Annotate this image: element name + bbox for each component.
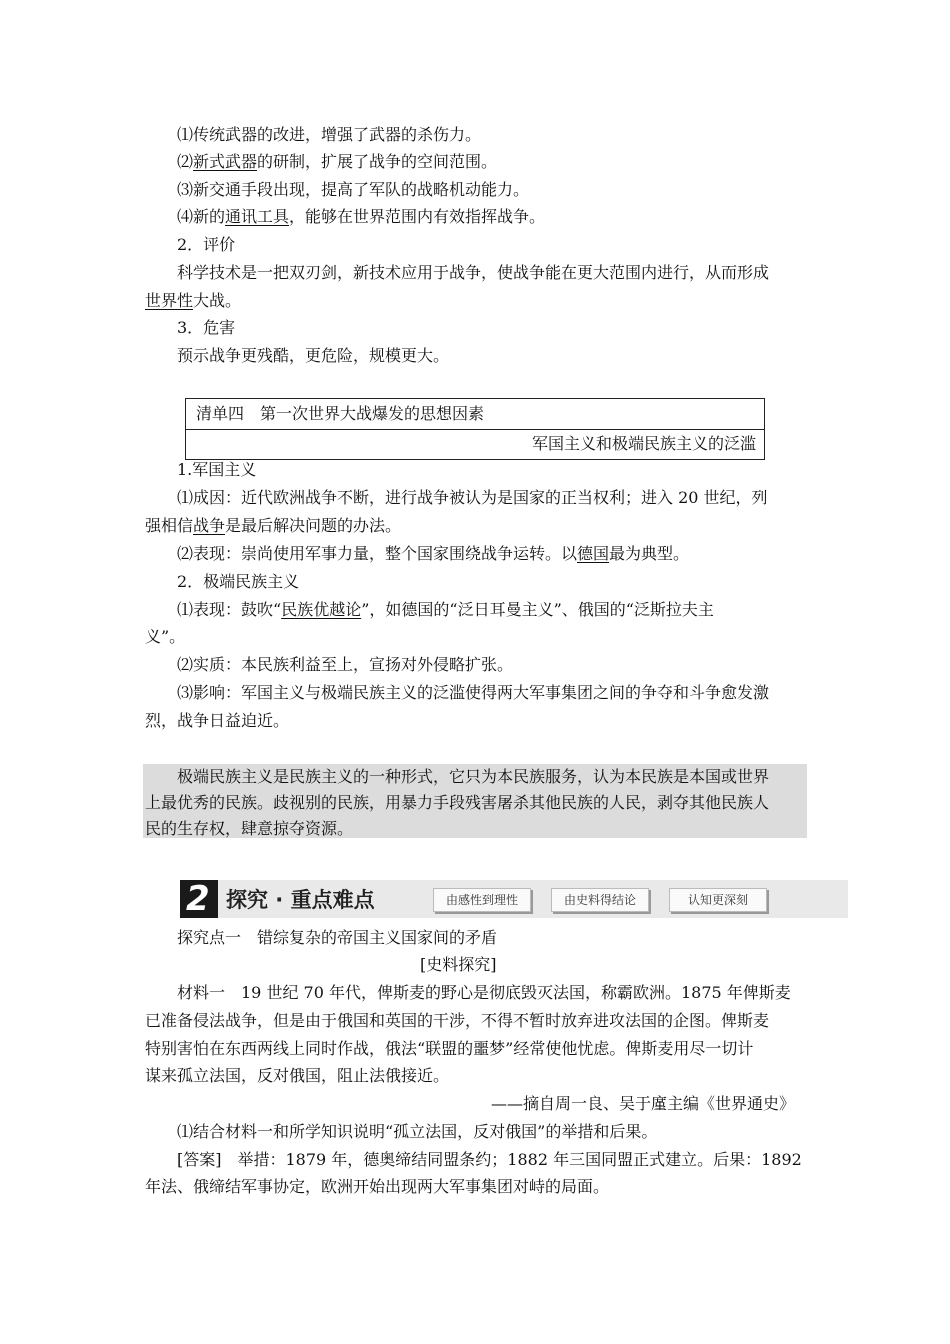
- section-banner: [180, 880, 848, 918]
- banner-title: 探究 · 重点难点: [226, 888, 375, 912]
- list-box-header-row: [186, 399, 764, 430]
- banner-tag: 认知更深刻: [669, 888, 767, 912]
- subheading: 1.军国主义: [177, 460, 257, 479]
- text-segment: ，能够在世界范围内有效指挥战争。: [289, 207, 546, 226]
- text-segment: 最为典型。: [609, 544, 690, 563]
- text-line: [177, 544, 689, 564]
- underlined-term: 德国: [577, 544, 610, 563]
- text-line: 义”。: [145, 627, 186, 646]
- text-line: [177, 207, 545, 227]
- text-segment: 大战。: [193, 291, 242, 310]
- text-segment: 是最后解决问题的办法。: [225, 516, 402, 535]
- question: ⑴结合材料一和所学知识说明“孤立法国，反对俄国”的举措和后果。: [177, 1122, 658, 1141]
- note-line: 极端民族主义是民族主义的一种形式，它只为本民族服务，认为本民族是本国或世界: [177, 767, 770, 786]
- list-box-title: 清单四 第一次世界大战爆发的思想因素: [196, 404, 485, 423]
- underlined-term: 通讯工具: [225, 207, 290, 226]
- source-citation: ——摘自周一良、吴于廑主编《世界通史》: [491, 1094, 796, 1113]
- text-segment: ⑵: [177, 152, 194, 171]
- text-segment: 强相信: [145, 516, 194, 535]
- section-number: 2: [186, 879, 210, 919]
- answer-line: 年法、俄缔结军事协定，欧洲开始出现两大军事集团对峙的局面。: [145, 1177, 610, 1196]
- text-line: [177, 152, 497, 172]
- list-box-subtitle: 军国主义和极端民族主义的泛滥: [531, 434, 756, 453]
- text-line: ⑶影响：军国主义与极端民族主义的泛滥使得两大军事集团之间的争夺和斗争愈发激: [177, 683, 770, 702]
- text-line: ⑴成因：近代欧洲战争不断，进行战争被认为是国家的正当权利；进入 20 世纪，列: [177, 488, 768, 507]
- material-line: 已准备侵法战争，但是由于俄国和英国的干涉，不得不暂时放弃进攻法国的企图。俾斯麦: [145, 1011, 770, 1030]
- underlined-term: 新式武器: [193, 152, 258, 171]
- text-line: [145, 291, 241, 311]
- underlined-term: 世界性: [145, 291, 194, 310]
- material-line: 特别害怕在东西两线上同时作战，俄法“联盟的噩梦”经常使他忧虑。俾斯麦用尽一切计: [145, 1039, 754, 1058]
- list-box: [185, 398, 765, 460]
- subheading: 2．评价: [177, 235, 236, 254]
- banner-tag: 由感性到理性: [433, 888, 531, 912]
- text-line: [145, 516, 401, 536]
- text-segment: ⑷新的: [177, 207, 226, 226]
- section-number-badge: [180, 880, 218, 918]
- subheading: 3．危害: [177, 318, 236, 337]
- text-segment: ⑵表现：崇尚使用军事力量，整个国家围绕战争运转。以: [177, 544, 578, 563]
- note-line: 民的生存权，肆意掠夺资源。: [145, 819, 354, 838]
- sub-heading: [史料探究]: [420, 955, 497, 974]
- text-line: 科学技术是一把双刃剑，新技术应用于战争，使战争能在更大范围内进行，从而形成: [177, 263, 770, 282]
- text-line: [177, 600, 714, 620]
- explore-point-heading: 探究点一 错综复杂的帝国主义国家间的矛盾: [177, 928, 498, 947]
- answer-line: [答案] 举措：1879 年，德奥缔结同盟条约；1882 年三国同盟正式建立。后果：1892: [177, 1150, 802, 1169]
- underlined-term: 民族优越论: [281, 600, 362, 619]
- subheading: 2．极端民族主义: [177, 572, 300, 591]
- text-segment: ”，如德国的“泛日耳曼主义”、俄国的“泛斯拉夫主: [361, 600, 714, 619]
- note-line: 上最优秀的民族。歧视别的民族，用暴力手段残害屠杀其他民族的人民，剥夺其他民族人: [145, 793, 770, 812]
- material-line: 谋来孤立法国，反对俄国，阻止法俄接近。: [145, 1066, 450, 1085]
- text-segment: 的研制，扩展了战争的空间范围。: [257, 152, 498, 171]
- text-line: 预示战争更残酷，更危险，规模更大。: [177, 346, 450, 365]
- text-line: ⑶新交通手段出现，提高了军队的战略机动能力。: [177, 180, 530, 199]
- material-line: 材料一 19 世纪 70 年代，俾斯麦的野心是彻底毁灭法国，称霸欧洲。1875 年俾斯麦: [177, 983, 791, 1002]
- text-line: ⑵实质：本民族利益至上，宣扬对外侵略扩张。: [177, 655, 514, 674]
- banner-tag: 由史料得结论: [551, 888, 649, 912]
- underlined-term: 战争: [193, 516, 226, 535]
- text-line: ⑴传统武器的改进，增强了武器的杀伤力。: [177, 125, 482, 144]
- text-line: 烈，战争日益迫近。: [145, 711, 290, 730]
- text-segment: ⑴表现：鼓吹“: [177, 600, 282, 619]
